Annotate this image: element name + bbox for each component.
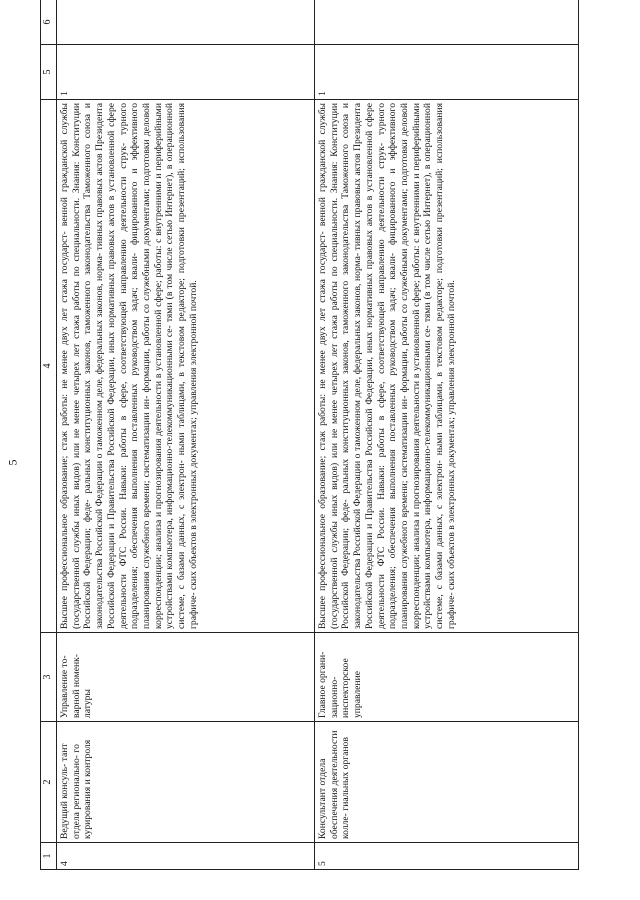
rotated-page [40, 19, 610, 870]
row-number: 5 [315, 843, 579, 870]
empty-cell [57, 0, 315, 45]
positions-table [40, 0, 579, 870]
header-cell: 5 [41, 45, 57, 100]
requirements-cell: Высшее профессиональное образование; стаж работы: не менее двух лет стажа государст- венной гражданской службы (государственной службы иных видов) или не менее четырех лет стажа работы по специальности. Знания: Конституции Российской Федерации; феде- ральных конституционных законов, таможенного законодательства Таможенного союза и законодательства Российской Федерации о таможенном деле, федеральных законов, норма- тивных правовых актов Президента Российской Федерации и Правительства Российской Федерации, иных нормативных правовых актов в установленной сфере деятельности ФТС России. Навыки: работы в сфере, соответствующей направлению деятельности струк- турного подразделения; обеспечения выполнения поставленных руководством задач; квали- фицированного и эффективного планирования служебного времени; систематизации ин- формации, работы со служебными документами; подготовки деловой корреспонденции; анализа и прогнозирования деятельности в установленной сфере; работы: с внутренними и периферийными устройствами компьютера, информационно-телекоммуникационными се- тями (в том числе сетью Интернет), в операционной системе, с базами данных, с электрон- ными таблицами, в текстовом редакторе; подготовки презентаций; использования графиче- ских объектов в электронных документах; управления электронной почтой. [315, 100, 579, 633]
empty-cell [315, 0, 579, 45]
count-cell: 1 [57, 45, 315, 100]
department-cell: Управление то- варной номенк- латуры [57, 633, 315, 722]
count-cell: 1 [315, 45, 579, 100]
header-cell: 3 [41, 633, 57, 722]
position-cell: Консультант отдела обеспечения деятельности колле- гиальных органов [315, 722, 579, 843]
requirements-cell: Высшее профессиональное образование; стаж работы: не менее двух лет стажа государст- венной гражданской службы (государственной службы иных видов) или не менее четырех лет стажа работы по специальности. Знания: Конституции Российской Федерации; феде- ральных конституционных законов, таможенного законодательства Таможенного союза и законодательства Российской Федерации о таможенном деле, федеральных законов, норма- тивных правовых актов Президента Российской Федерации и Правительства Российской Федерации, иных нормативных правовых актов в установленной сфере деятельности ФТС России. Навыки: работы в сфере, соответствующей направлению деятельности струк- турного подразделения; обеспечения выполнения поставленных руководством задач; квали- фицированного и эффективного планирования служебного времени; систематизации ин- формации, работы со служебными документами; подготовки деловой корреспонденции; анализа и прогнозирования деятельности в установленной сфере; работы: с внутренними и периферийными устройствами компьютера, информационно-телекоммуникационными се- тями (в том числе сетью Интернет), в операционной системе, с базами данных, с электрон- ными таблицами, в текстовом редакторе; подготовки презентаций; использования графиче- ских объектов в электронных документах; управления электронной почтой. [57, 100, 315, 633]
page-number: 5 [5, 459, 20, 466]
position-cell: Ведущий консуль- тант отдела регионально- го курирования и контроля [57, 722, 315, 843]
header-cell: 2 [41, 722, 57, 843]
header-cell: 4 [41, 100, 57, 633]
department-cell: Главное органи- зационно- инспекторское управление [315, 633, 579, 722]
table-row [315, 0, 579, 870]
table-header-row [41, 0, 57, 870]
header-cell: 1 [41, 843, 57, 870]
row-number: 4 [57, 843, 315, 870]
table-row [57, 0, 315, 870]
header-cell: 6 [41, 0, 57, 45]
